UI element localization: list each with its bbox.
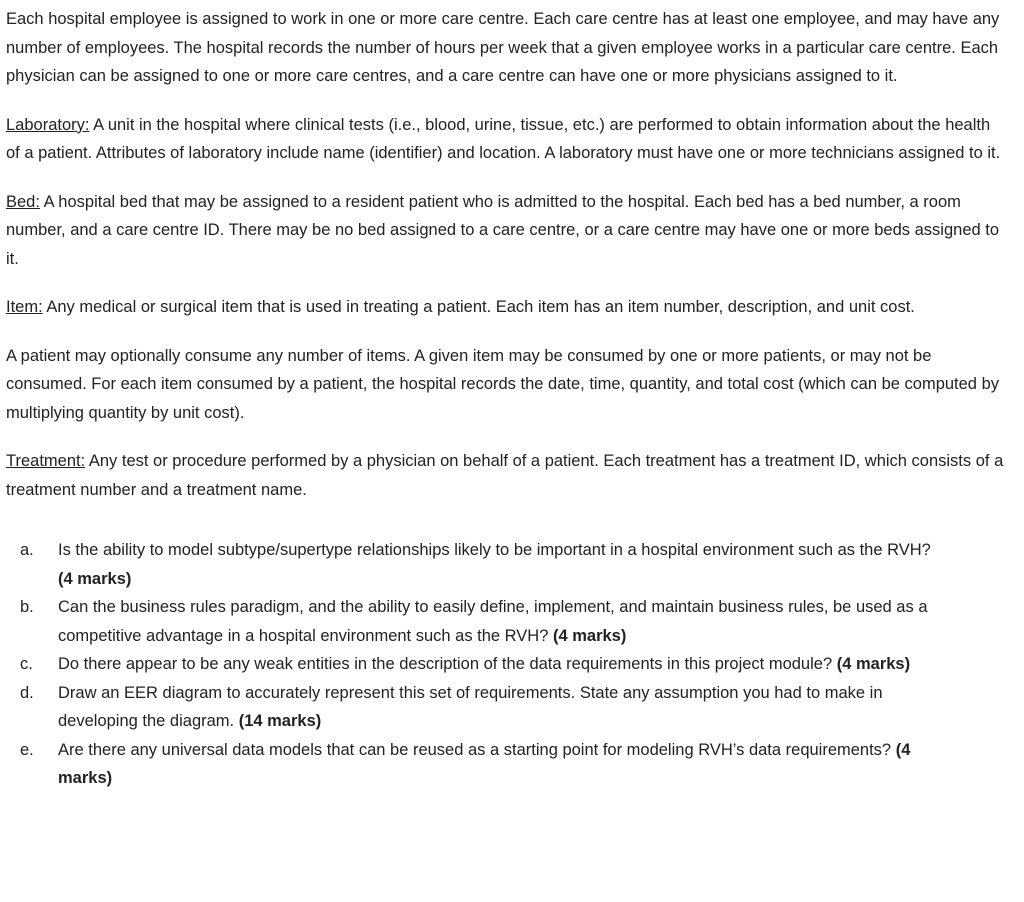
question-b [6, 593, 938, 650]
question-marks: (4 marks) [58, 740, 911, 787]
term-laboratory: Laboratory: [6, 115, 90, 134]
question-text: Are there any universal data models that can be reused as a starting point for modeling RVH’s data requirements? [58, 740, 896, 759]
definition-item: Any medical or surgical item that is used in treating a patient. Each item has an item number, description, and unit cost. [42, 298, 915, 316]
paragraph-employee: Each hospital employee is assigned to work in one or more care centre. Each care centre has at least one employee, and may have any number of employees. The hospital records the number of hours per week that a given employee works in a particular care centre. Each physician can be assigned to one or more care centres, and a care centre can have one or more physicians assigned to it. [6, 10, 1000, 85]
question-e [6, 736, 938, 793]
question-marker: e. [20, 740, 34, 759]
question-text: Can the business rules paradigm, and the ability to easily define, implement, and maintain business rules, be used as a competitive advantage in a hospital environment such as the RVH? [58, 598, 928, 645]
question-marks: (4 marks) [552, 626, 627, 645]
question-c [6, 650, 938, 679]
paragraph-consumption: A patient may optionally consume any number of items. A given item may be consumed by one or more patients, or may not be consumed. For each item consumed by a patient, the hospital records the date, time, quantity, and total cost (which can be computed by multiplying quantity by unit cost). [6, 346, 999, 422]
definition-laboratory: A unit in the hospital where clinical tests (i.e., blood, urine, tissue, etc.) are performed to obtain information about the health of a patient. Attributes of laboratory include name (identifier) and location. A laboratory must have one or more technicians assigned to it. [6, 115, 1001, 162]
question-marker: a. [20, 541, 34, 559]
question-marker: d. [20, 683, 34, 702]
question-text: Draw an EER diagram to accurately represent this set of requirements. State any assumption you had to make in developing the diagram. [58, 683, 883, 730]
term-bed: Bed: [6, 192, 40, 211]
question-marker: b. [20, 598, 34, 616]
paragraph-treatment [6, 447, 1004, 504]
question-d [6, 679, 938, 736]
question-marks: (4 marks) [836, 655, 911, 673]
question-marks: (4 marks) [58, 569, 132, 588]
question-a [6, 536, 938, 593]
term-treatment: Treatment: [6, 452, 86, 470]
question-list [6, 536, 1004, 793]
question-text: Do there appear to be any weak entities in the description of the data requirements in this project module? [58, 655, 837, 673]
term-item: Item: [6, 298, 43, 316]
paragraph-item [6, 293, 1004, 322]
paragraph-laboratory [6, 111, 1004, 168]
definition-bed: A hospital bed that may be assigned to a resident patient who is admitted to the hospital. Each bed has a bed number, a room number, and a care centre ID. There may be no bed assigned to a care centre, or a care centre may have one or more beds assigned to it. [6, 192, 1000, 268]
definition-treatment: Any test or procedure performed by a physician on behalf of a patient. Each treatment has a treatment ID, which consists of a treatment number and a treatment name. [6, 452, 1004, 499]
question-marker: c. [20, 655, 33, 673]
question-text: Is the ability to model subtype/supertype relationships likely to be important in a hospital environment such as the RVH? [58, 541, 931, 559]
question-marks: (14 marks) [238, 712, 322, 730]
paragraph-bed [6, 188, 1004, 274]
